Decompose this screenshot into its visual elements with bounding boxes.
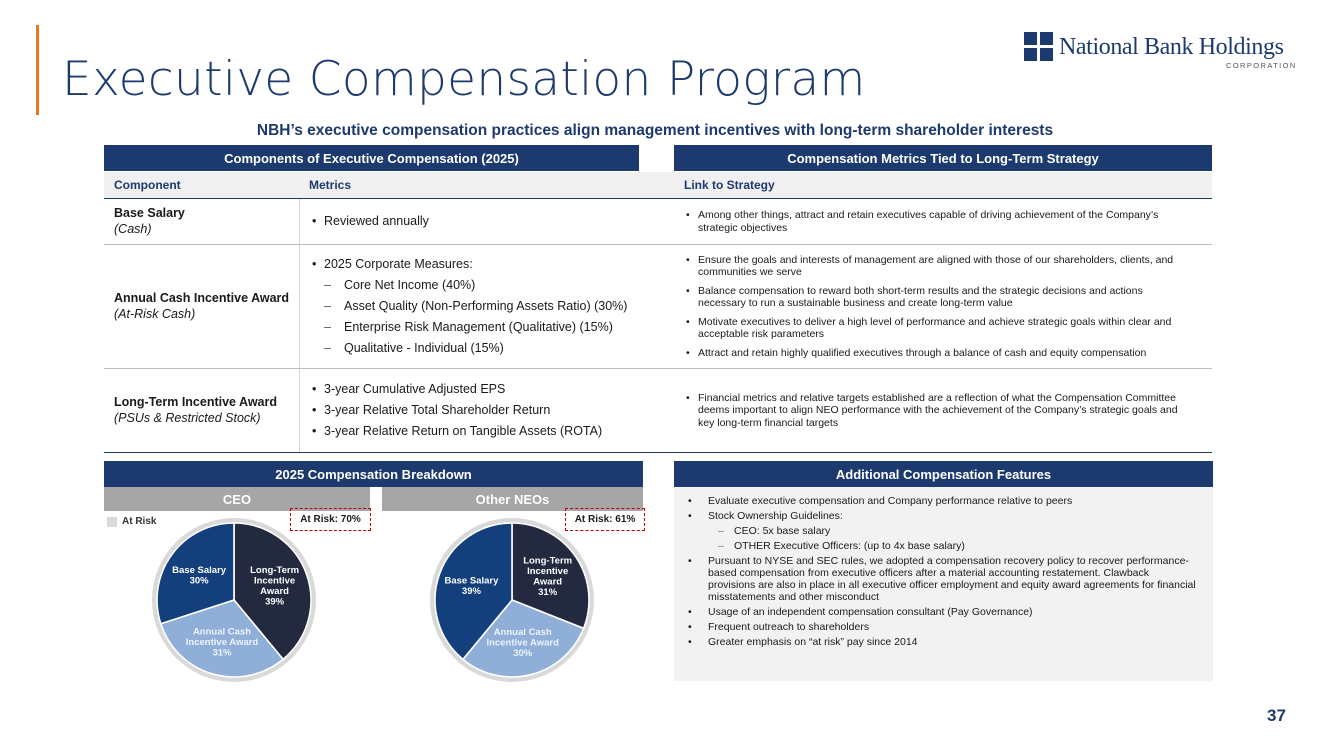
strategy-cell [674,369,1212,452]
strategy-item: • Balance compensation to reward both short-term results and the strategic decisions and actions necessary to run a sustainable business and create long-term value [684,285,1188,310]
component-type: (At-Risk Cash) [114,307,196,321]
logo-subtitle: CORPORATION [1226,61,1297,70]
component-name: Base Salary [114,206,185,220]
metric-item: • Reviewed annually [310,214,659,229]
metric-item: • 3-year Relative Total Shareholder Return [310,403,659,418]
metrics-cell [299,199,659,244]
neo-pie-chart [424,512,600,688]
table-row [104,199,1212,245]
metric-item: • 3-year Cumulative Adjusted EPS [310,382,659,397]
feature-subitem: – CEO: 5x base salary [684,525,1199,537]
ceo-at-risk-callout: At Risk: 70% [290,508,371,531]
component-name: Annual Cash Incentive Award [114,291,290,305]
neo-at-risk-callout: At Risk: 61% [565,508,645,531]
ceo-subheader: CEO [104,487,370,511]
neo-subheader: Other NEOs [382,487,643,511]
strategy-header: Compensation Metrics Tied to Long-Term Strategy [674,145,1212,171]
feature-subitem: – OTHER Executive Officers: (up to 4x base salary) [684,540,1199,552]
col-link: Link to Strategy [684,178,775,192]
strategy-item: • Ensure the goals and interests of management are aligned with those of our shareholders, clients, and communities we serve [684,254,1188,279]
logo-mark-icon [1024,32,1053,61]
components-column-header [104,172,639,199]
pie-slice-label: Annual Cash Incentive Award 31% [185,626,259,659]
breakdown-header: 2025 Compensation Breakdown [104,461,643,487]
company-logo [1024,32,1297,72]
title-accent-bar [36,25,39,115]
components-header: Components of Executive Compensation (2025) [104,145,639,171]
strategy-item: • Financial metrics and relative targets established are a reflection of what the Compensation Committee deems important to align NEO performance with the achievement of the Company’s strategic goals and key long-term financial targets [684,392,1188,429]
pie-slice-label: Base Salary 39% [444,575,499,598]
pie-slice-label: Long-Term Incentive Award 31% [523,555,573,599]
page-number: 37 [1267,706,1286,725]
features-header: Additional Compensation Features [674,461,1213,487]
col-metrics: Metrics [309,178,352,192]
page-title: Executive Compensation Program [62,52,866,107]
metric-subitem: – Asset Quality (Non-Performing Assets Ratio) (30%) [310,299,659,314]
metric-subitem: – Qualitative - Individual (15%) [310,341,659,356]
component-cell [114,199,294,244]
strategy-item: • Attract and retain highly qualified executives through a balance of cash and equity compensation [684,347,1188,359]
column-header-gap [639,172,674,199]
component-type: (PSUs & Restricted Stock) [114,411,261,425]
component-cell [114,369,294,452]
component-name: Long-Term Incentive Award [114,395,277,409]
pie-slice-label: Annual Cash Incentive Award 30% [486,626,559,659]
table-row [104,245,1212,369]
feature-item: • Frequent outreach to shareholders [684,621,1199,633]
features-panel [674,487,1213,681]
feature-item: • Usage of an independent compensation consultant (Pay Governance) [684,606,1199,618]
strategy-cell [674,245,1212,368]
feature-item: • Stock Ownership Guidelines: [684,510,1199,522]
feature-item: • Pursuant to NYSE and SEC rules, we adopted a compensation recovery policy to recover performance-based compensation from executive officers after a material accounting restatement. Clawback provisions are also in place in all executive officer employment and equity award agreements for financial misstatements and other misconduct [684,555,1199,604]
component-cell [114,245,294,368]
logo-name: National Bank Holdings [1059,34,1284,60]
metrics-cell [299,245,659,368]
feature-item: • Evaluate executive compensation and Company performance relative to peers [684,495,1199,507]
strategy-item: • Motivate executives to deliver a high level of performance and achieve strategic goals within clear and acceptable risk parameters [684,316,1188,341]
pie-slice-label: Base Salary 30% [172,564,227,587]
metric-item: • 3-year Relative Return on Tangible Assets (ROTA) [310,424,659,439]
pie-slice-label: Long-Term Incentive Award 39% [250,565,300,608]
feature-item: • Greater emphasis on “at risk” pay since 2014 [684,636,1199,648]
metric-subitem: – Core Net Income (40%) [310,278,659,293]
slide-subtitle: NBH’s executive compensation practices align management incentives with long-term shareholder interests [256,122,1054,139]
strategy-cell [674,199,1212,244]
metric-item: • 2025 Corporate Measures: [310,257,659,272]
metrics-cell [299,369,659,452]
legend-label: At Risk [122,516,157,527]
metric-subitem: – Enterprise Risk Management (Qualitative) (15%) [310,320,659,335]
strategy-item: • Among other things, attract and retain executives capable of driving achievement of the Company’s strategic objectives [684,209,1188,234]
legend-swatch [107,517,117,527]
strategy-column-header [674,172,1212,199]
table-row [104,369,1212,453]
component-type: (Cash) [114,222,152,236]
col-component: Component [114,178,181,192]
ceo-pie-chart [146,512,322,688]
